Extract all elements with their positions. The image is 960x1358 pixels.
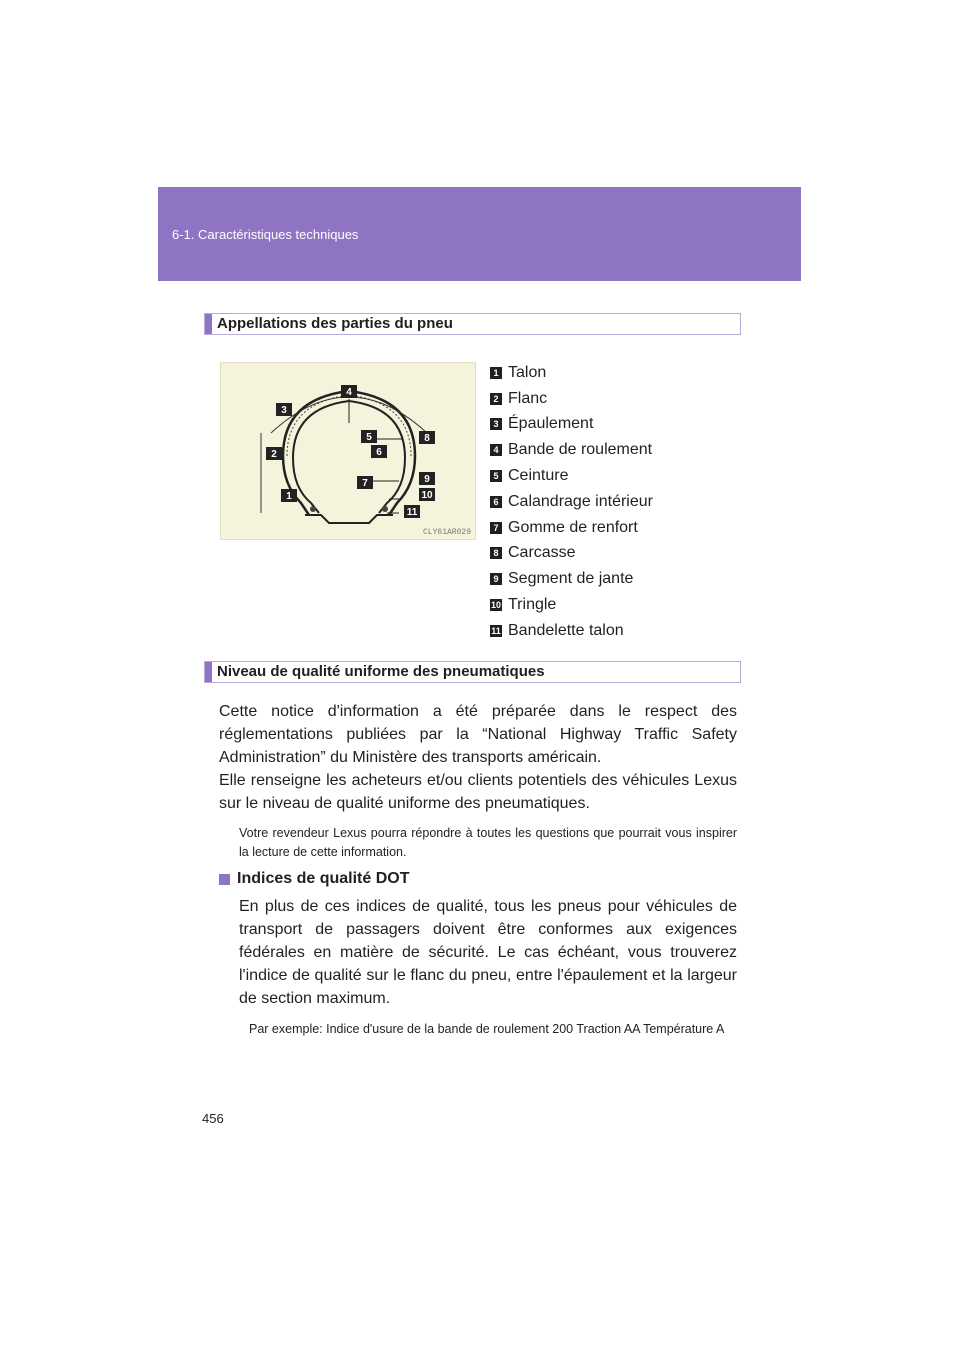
list-item [490,437,653,463]
dot-paragraph: En plus de ces indices de qualité, tous les pneus pour véhicules de transport de passagers doivent être conformes aux exigences fédérales en matière de sécurité. Le cas échéant, vous trouverez l'indice de qualité sur le flanc du pneu, entre l'épaulement et la largeur de section maximum. [239,898,737,1007]
intro-paragraph-2: Elle renseigne les acheteurs et/ou clients potentiels des véhicules Lexus sur le niveau de qualité uniforme des pneumatiques. [219,772,737,812]
part-label: Tringle [508,596,557,614]
list-item [490,592,653,618]
svg-text:7: 7 [362,478,368,489]
page-number: 456 [202,1111,224,1126]
part-label: Flanc [508,389,548,407]
intro-paragraph: Cette notice d'information a été préparée dans le respect des réglementations publiées par la “National Highway Traffic Safety Administration” du Ministère des transports américain. [219,703,737,766]
svg-text:4: 4 [346,387,352,398]
number-badge: 2 [490,393,502,405]
square-bullet-icon [219,874,230,885]
figure-code: CLY61AR029 [422,528,471,537]
number-badge: 4 [490,444,502,456]
list-item [490,386,653,412]
part-label: Gomme de renfort [508,518,638,536]
number-badge: 11 [491,625,501,636]
list-item [490,412,653,438]
part-label: Talon [508,363,547,381]
part-label: Ceinture [508,467,569,485]
part-label: Épaulement [508,415,594,433]
part-label: Segment de jante [508,570,634,588]
number-badge: 3 [490,418,502,430]
list-item [490,489,653,515]
tire-cross-section-illustration [221,363,477,541]
subheading-text: Indices de qualité DOT [237,870,410,887]
svg-text:9: 9 [424,474,430,485]
list-item [490,566,653,592]
svg-text:10: 10 [421,490,433,501]
svg-text:11: 11 [406,507,418,518]
number-badge: 8 [490,547,502,559]
number-badge: 5 [490,470,502,482]
section-title: 6-1. Caractéristiques techniques [172,227,359,242]
heading-accent-bar [205,314,212,334]
svg-text:3: 3 [281,405,287,416]
part-label: Bande de roulement [508,441,653,459]
svg-text:5: 5 [366,432,372,443]
part-label: Carcasse [508,544,576,562]
number-badge: 1 [490,367,502,379]
svg-text:8: 8 [424,433,430,444]
section-heading-text: Appellations des parties du pneu [217,315,453,332]
section-heading-parts [204,313,741,335]
svg-text:6: 6 [376,447,382,458]
part-label: Bandelette talon [508,621,624,639]
svg-text:1: 1 [286,491,292,502]
number-badge: 7 [490,522,502,534]
section-heading-quality [204,661,741,683]
number-badge: 10 [490,600,501,611]
section-heading-text: Niveau de qualité uniforme des pneumatiques [217,663,545,680]
list-item [490,463,653,489]
chapter-header [158,187,801,281]
svg-text:2: 2 [271,449,277,460]
list-item [490,541,653,567]
part-label: Calandrage intérieur [508,492,653,510]
number-badge: 6 [490,496,502,508]
note-text: Votre revendeur Lexus pourra répondre à toutes les questions que pourrait vous inspirer la lecture de cette information. [239,826,737,859]
tire-diagram [220,362,476,540]
number-badge: 9 [490,573,502,585]
list-item [490,618,653,644]
example-note: Par exemple: Indice d'usure de la bande de roulement 200 Traction AA Température A [249,1022,725,1036]
parts-list [490,360,653,644]
list-item [490,515,653,541]
list-item [490,360,653,386]
heading-accent-bar [205,662,212,682]
subheading-dot [219,870,409,888]
